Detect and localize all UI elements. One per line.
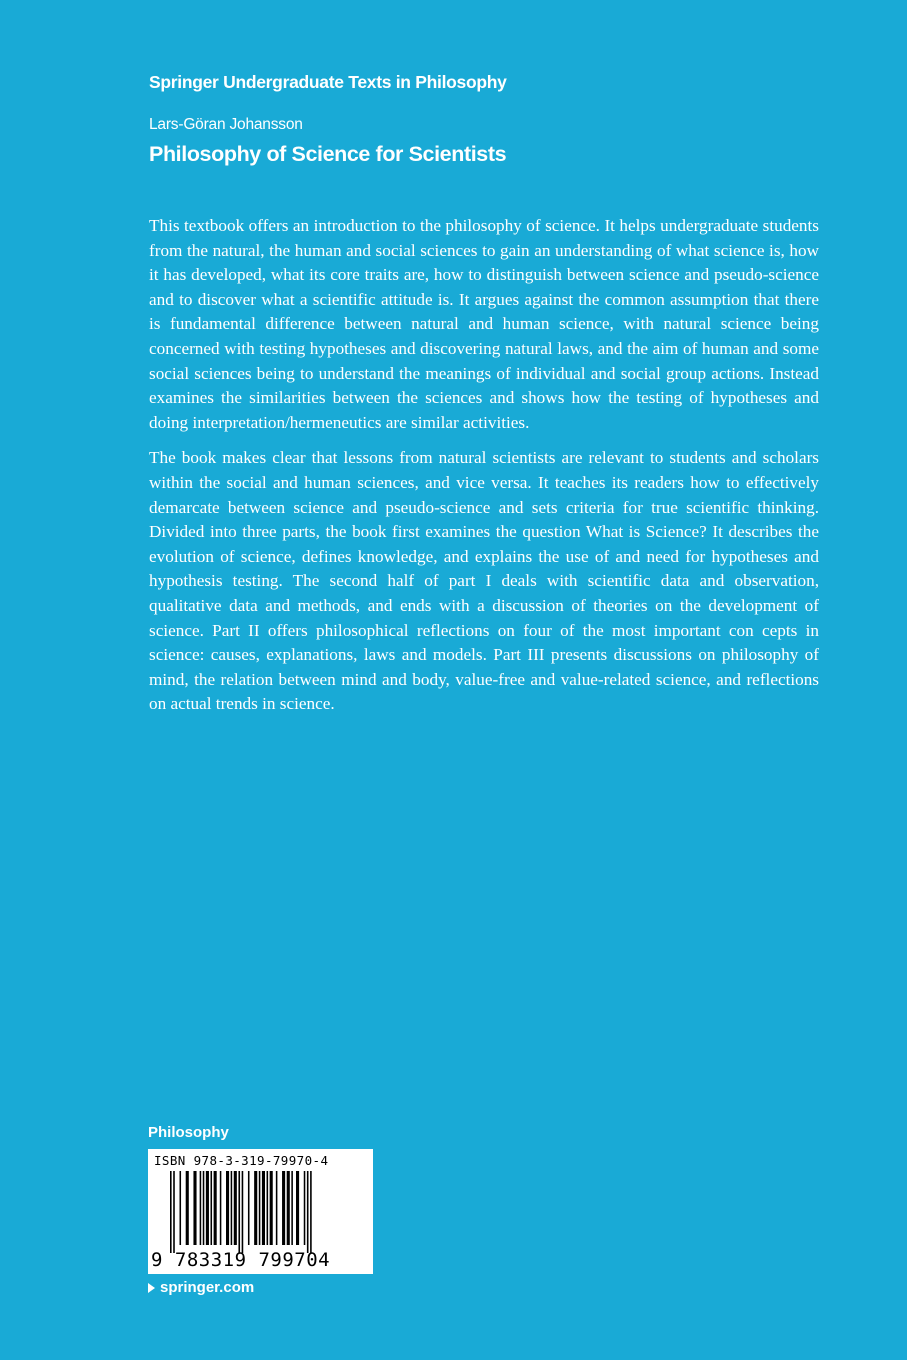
- barcode-digits: 9 783319 799704: [151, 1249, 331, 1271]
- isbn-barcode: [148, 1149, 373, 1274]
- series-title: Springer Undergraduate Texts in Philosophy: [149, 72, 507, 92]
- book-title: Philosophy of Science for Scientists: [149, 142, 507, 166]
- blurb: [149, 214, 819, 728]
- isbn-label: ISBN 978-3-319-79970-4: [154, 1153, 329, 1168]
- publisher-link[interactable]: [148, 1279, 254, 1296]
- author-name: Lars-Göran Johansson: [149, 116, 303, 133]
- arrow-right-icon: [148, 1283, 155, 1293]
- category-label: Philosophy: [148, 1124, 229, 1141]
- publisher-url: springer.com: [160, 1279, 255, 1296]
- blurb-paragraph-2: The book makes clear that lessons from natural scientists are relevant to students and scholars within the social and human sciences, and vice versa. It teaches its readers how to effectively demarcate between science and pseudo-science and sets criteria for true scientific thinking. Divided into three parts, the book first examines the question What is Science? It describes the evolution of science, defines knowledge, and explains the use of and need for hypotheses and hypothesis testing. The second half of part I deals with scientific data and observation, qualitative data and methods, and ends with a discussion of theories on the development of science. Part II offers philosophical reflections on four of the most important con cepts in science: causes, explanations, laws and models. Part III presents discussions on philosophy of mind, the relation between mind and body, value-free and value-related science, and reflections on actual trends in science.: [149, 448, 819, 714]
- blurb-paragraph-1: This textbook offers an introduction to the philosophy of science. It helps undergraduate students from the natural, the human and social sciences to gain an understanding of what science is, how it has developed, what its core traits are, how to distinguish between science and pseudo-science and to discover what a scientific attitude is. It argues against the common assumption that there is fundamental difference between natural and human science, with natural science being concerned with testing hypotheses and discovering natural laws, and the aim of human and some social sciences being to understand the meanings of individual and social group actions. Instead examines the similarities between the sciences and shows how the testing of hypotheses and doing interpretation/hermeneutics are similar activities.: [149, 216, 819, 432]
